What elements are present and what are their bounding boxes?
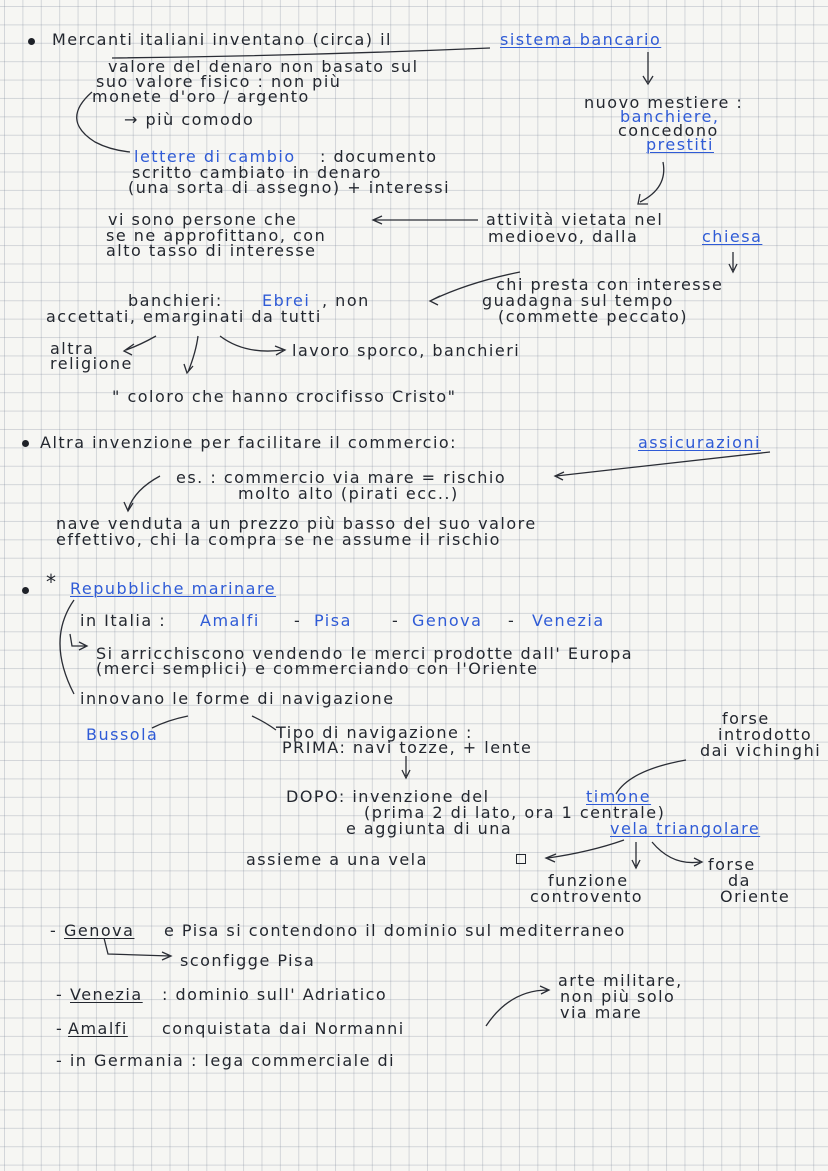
dopo-line-3: e aggiunta di una — [346, 819, 513, 838]
prestiti-label: prestiti — [646, 135, 714, 154]
bullet-sistema-bancario — [28, 38, 35, 45]
city-amalfi: Amalfi — [200, 611, 260, 630]
venezia-label: Venezia — [70, 985, 143, 1004]
square-sail-icon — [516, 854, 526, 864]
bullet-assicurazioni — [22, 440, 29, 447]
valore-line-3: monete d'oro / argento — [92, 87, 310, 106]
religione-label: religione — [50, 354, 133, 373]
arrow-prestiti-down — [638, 162, 664, 204]
valore-line-1: valore del denaro non basato sul — [108, 57, 419, 76]
amalfi-line: conquistata dai Normanni — [162, 1019, 405, 1038]
banchieri-non: , non — [322, 291, 370, 310]
assieme-line: assieme a una vela — [246, 850, 428, 869]
arricchiscono-line-1: Si arricchiscono vendendo le merci prodotte dall' Europa — [96, 644, 634, 663]
arrow-sconfigge — [104, 938, 171, 960]
forse-vichinghi-3: dai vichinghi — [700, 741, 822, 760]
arrow-vela-to-forse — [652, 842, 702, 866]
vela-triangolare: vela triangolare — [610, 819, 761, 838]
arrow-es-to-nave — [124, 476, 160, 511]
bussola-label: Bussola — [86, 725, 159, 744]
arrow-tipo — [252, 716, 276, 730]
arrow-to-persone — [373, 216, 478, 224]
nuovo-mestiere: nuovo mestiere : — [584, 93, 744, 112]
nave-line-2: effettivo, chi la compra se ne assume il rischio — [56, 530, 501, 549]
repubbliche-title: Repubbliche marinare — [70, 579, 277, 598]
altra-label: altra — [50, 339, 95, 358]
chiesa-label: chiesa — [702, 227, 763, 246]
dash-2: - — [392, 611, 400, 630]
controvento-label: controvento — [530, 887, 644, 906]
coloro-quote: " coloro che hanno crocifisso Cristo" — [112, 387, 457, 406]
arrow-arricchiscono — [70, 634, 87, 650]
innovano-line: innovano le forme di navigazione — [80, 689, 395, 708]
prima-line: PRIMA: navi tozze, + lente — [282, 738, 533, 757]
timone-label: timone — [586, 787, 652, 806]
piu-comodo: → più comodo — [124, 110, 255, 129]
concedono-label: concedono — [618, 121, 719, 140]
sistema-bancario-label: sistema bancario — [500, 30, 662, 49]
venezia-line: : dominio sull' Adriatico — [162, 985, 388, 1004]
banchieri-label: banchieri: — [128, 291, 223, 310]
funzione-label: funzione — [548, 871, 629, 890]
tipo-navigazione: Tipo di navigazione : — [276, 723, 473, 742]
forse-oriente-1: forse — [708, 855, 756, 874]
forse-vichinghi-2: introdotto — [718, 725, 813, 744]
dash-3: - — [508, 611, 516, 630]
arrow-arte — [486, 986, 549, 1026]
bullet-repubbliche — [22, 587, 29, 594]
arte-line-2: non più solo — [560, 987, 676, 1006]
arrow-vela-to-funzione — [632, 842, 640, 868]
city-genova: Genova — [412, 611, 483, 630]
arrow-to-altra — [124, 336, 156, 355]
presta-line-3: (commette peccato) — [498, 307, 689, 326]
amalfi-label: Amalfi — [68, 1019, 128, 1038]
asterisk: * — [46, 570, 58, 594]
lettere-line-2: scritto cambiato in denaro — [132, 163, 382, 182]
dash-venezia: - — [56, 985, 64, 1004]
dopo-line-2: (prima 2 di lato, ora 1 centrale) — [364, 803, 666, 822]
city-pisa: Pisa — [314, 611, 352, 630]
arrow-bancario-down — [643, 52, 653, 84]
arricchiscono-line-2: (merci semplici) e commerciando con l'Oriente — [96, 659, 539, 678]
ebrei-label: Ebrei — [262, 291, 311, 310]
persone-line-3: alto tasso di interesse — [106, 241, 317, 260]
presta-line-2: guadagna sul tempo — [482, 291, 674, 310]
arrow-assicurazioni-to-es — [555, 452, 770, 480]
lavoro-sporco: lavoro sporco, banchieri — [292, 341, 521, 360]
valore-line-2: suo valore fisico : non più — [96, 72, 342, 91]
es-line-2: molto alto (pirati ecc..) — [238, 484, 459, 503]
forse-oriente-2: da — [728, 871, 751, 890]
sconfigge-pisa: sconfigge Pisa — [180, 951, 316, 970]
arte-line-1: arte militare, — [558, 971, 683, 990]
lettere-line-3: (una sorta di assegno) + interessi — [128, 178, 451, 197]
medioevo-label: medioevo, dalla — [488, 227, 639, 246]
arte-line-3: via mare — [560, 1003, 643, 1022]
genova-label: Genova — [64, 921, 135, 940]
heading-mercanti: Mercanti italiani inventano (circa) il — [52, 30, 392, 49]
es-line-1: es. : commercio via mare = rischio — [176, 468, 507, 487]
in-italia-label: in Italia : — [80, 611, 167, 630]
presta-line-1: chi presta con interesse — [496, 275, 724, 294]
forse-oriente-3: Oriente — [720, 887, 791, 906]
arrow-vela-to-quadra — [546, 840, 624, 862]
arrow-chiesa-down — [729, 252, 737, 272]
accettati-line: accettati, emarginati da tutti — [46, 307, 322, 326]
lettere-di-cambio: lettere di cambio — [134, 147, 296, 166]
attivita-vietata: attività vietata nel — [486, 210, 664, 229]
forse-vichinghi-1: forse — [722, 709, 770, 728]
city-venezia: Venezia — [532, 611, 605, 630]
dash-amalfi: - — [56, 1019, 64, 1038]
heading-altra-invenzione: Altra invenzione per facilitare il commercio: — [40, 433, 458, 452]
arrow-to-lavoro — [220, 336, 285, 355]
persone-line-2: se ne approfittano, con — [106, 226, 327, 245]
bracket-repubbliche — [60, 600, 74, 694]
germania-line: - in Germania : lega commerciale di — [56, 1051, 396, 1070]
dopo-line-1: DOPO: invenzione del — [286, 787, 490, 806]
arrow-prima-down — [402, 756, 410, 778]
banchiere-label: banchiere, — [620, 107, 720, 126]
nave-line-1: nave venduta a un prezzo più basso del suo valore — [56, 514, 537, 533]
dash-1: - — [294, 611, 302, 630]
assicurazioni-label: assicurazioni — [638, 433, 761, 452]
dash-genova: - — [50, 921, 58, 940]
lettere-documento: : documento — [320, 147, 438, 166]
persone-line-1: vi sono persone che — [108, 210, 298, 229]
genova-line: e Pisa si contendono il dominio sul mediterraneo — [164, 921, 626, 940]
arrow-to-coloro — [184, 336, 198, 373]
